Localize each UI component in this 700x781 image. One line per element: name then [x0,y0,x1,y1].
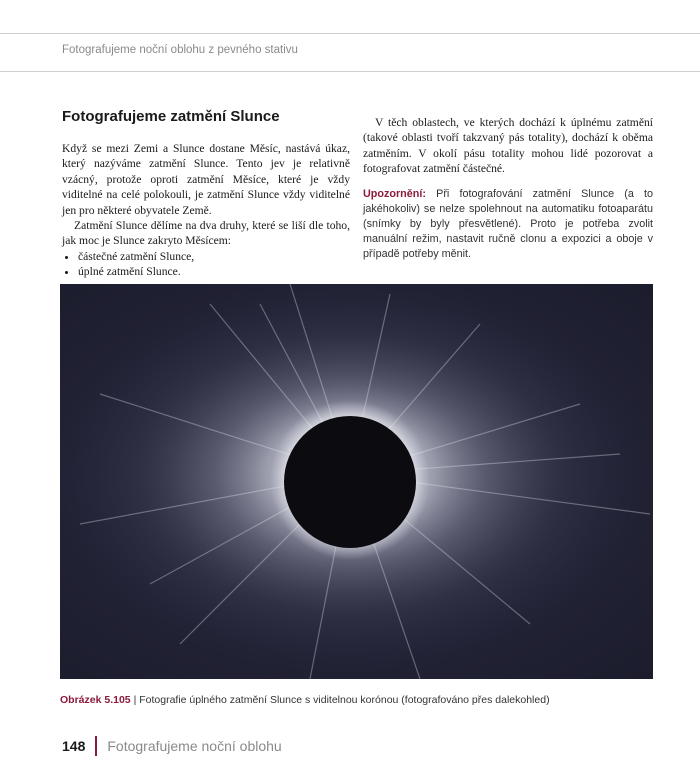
eclipse-illustration [60,284,653,679]
page-number: 148 [62,738,86,754]
warning-label: Upozornění: [363,187,426,200]
paragraph-types: Zatmění Slunce dělíme na dva druhy, které se liší dle toho, jak moc je Slunce zakryto Měsícem: [62,219,350,248]
eclipse-types-list [62,249,350,280]
list-item: • částečné zatmění Slunce, [78,249,350,264]
header-rule [0,71,700,72]
caption-text: Fotografie úplného zatmění Slunce s viditelnou korónou (fotografováno přes dalekohled) [139,694,550,706]
warning-note [363,187,653,263]
footer-divider [95,736,97,756]
footer-title: Fotografujeme noční oblohu [107,738,282,754]
page-footer [62,736,282,756]
warning-text: Při fotografování zatmění Slunce (a to jakéhokoliv) se nelze spolehnout na automatiku fotoaparátu (snímky by byly přesvětlené). Proto je potřeba zvolit manuální režim, nastavit ručně clonu a expozici a oboje v případě potřeby měnit. [363,187,654,261]
running-header: Fotografujeme noční oblohu z pevného stativu [62,44,298,56]
eclipse-photo [60,284,653,679]
right-column [363,115,653,263]
section-heading: Fotografujeme zatmění Slunce [62,108,280,125]
paragraph-totality: V těch oblastech, ve kterých dochází k úplnému zatmění (takové oblasti tvoří takzvaný pás totality), dochází k oběma zatměním. V okolí pásu totality mohou lidé pozorovat a fotografovat zatmění částečné. [363,116,653,176]
top-rule [0,33,700,34]
list-item: • úplné zatmění Slunce. [78,264,350,279]
left-column [62,108,350,280]
moon-disc [284,416,416,548]
figure-label: Obrázek 5.105 [60,694,131,706]
paragraph-intro: Když se mezi Zemi a Slunce dostane Měsíc, nastává úkaz, který nazýváme zatmění Slunce. Tento jev je relativně vzácný, protože oproti zatmění Měsíce, které je vždy viditelné na celé polokouli, je zatmění Slunce vždy viditelné jen pro některé obyvatele Země. [62,142,350,217]
caption-separator: | [133,694,137,706]
figure-caption [60,694,550,706]
